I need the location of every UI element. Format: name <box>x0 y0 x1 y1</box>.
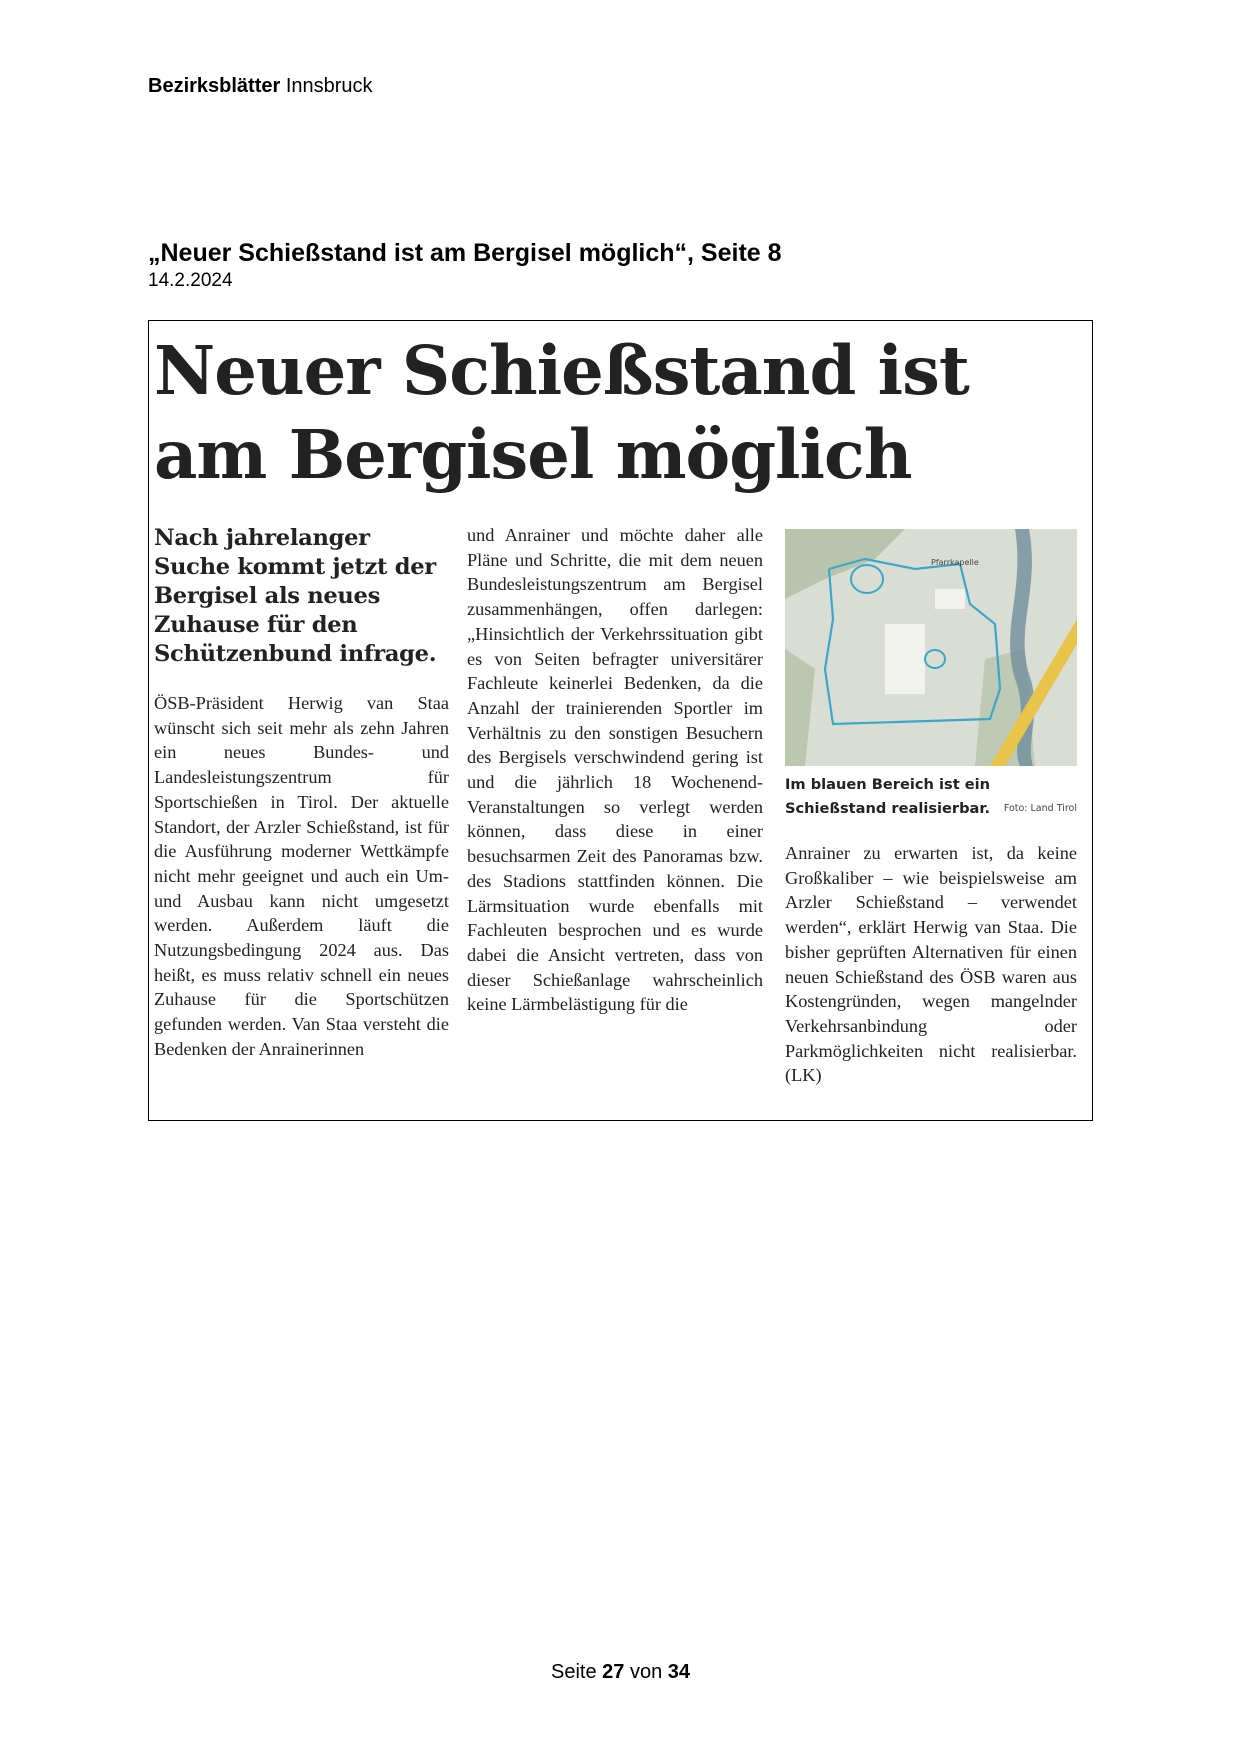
column-1-text: ÖSB-Präsident Herwig van Staa wünscht sich seit mehr als zehn Jahren ein neues Bundes- und Landesleistungszentrum für Sportschießen in Tirol. Der aktuelle Standort, der Arzler Schießstand, ist für die Ausführung moderner Wettkämpfe nicht mehr geeignet und auch ein Um- und Ausbau kann nicht umgesetzt werden. Außerdem läuft die Nutzungsbedingung 2024 aus. Das heißt, es muss relativ schnell ein neues Zuhause für die Sportschützen gefunden werden. Van Staa versteht die Bedenken der Anrainerinnen <box>154 693 449 1059</box>
site-map-image <box>785 529 1077 766</box>
article-column-3 <box>785 841 1077 1088</box>
map-field-2 <box>935 589 965 609</box>
clip-date: 14.2.2024 <box>148 270 233 291</box>
image-caption <box>785 773 1077 821</box>
photo-credit: Foto: Land Tirol <box>1003 803 1077 814</box>
footer-total-pages: 34 <box>667 1661 691 1683</box>
column-3-text: Anrainer zu erwarten ist, da keine Großkaliber – wie beispielsweise am Arzler Schießstand – verwendet werden“, erklärt Herwig van Staa. Die bisher geprüften Alternativen für einen neuen Schießstand des ÖSB waren aus Kostengründen, wegen mangelnder Verkehrsanbindung oder Parkmöglichkeiten nicht realisierbar. (LK) <box>785 843 1077 1086</box>
newspaper-clipping <box>148 320 1093 1121</box>
caption-text: Im blauen Bereich ist ein Schießstand realisierbar. <box>785 776 991 817</box>
clip-title: „Neuer Schießstand ist am Bergisel möglich“, Seite 8 <box>148 239 782 267</box>
column-2-text: und Anrainer und möchte daher alle Pläne und Schritte, die mit dem neuen Bundesleistungszentrum am Bergisel zusammenhängen, offen darlegen: „Hinsichtlich der Verkehrssituation gibt es von Seiten befragter universitärer Fachleute keinerlei Bedenken, da die Anzahl der trainierenden Sportler im Verhältnis zu den sonstigen Besuchern des Bergisels verschwindend gering ist und die jährlich 18 Wochenend-Veranstaltungen so verlegt werden können, dass diese in einer besuchsarmen Zeit des Panoramas bzw. des Stadions stattfinden können. Die Lärmsituation wurde ebenfalls mit Fachleuten besprochen und es wurde dabei die Ansicht vertreten, dass von dieser Schießanlage wahrscheinlich keine Lärmbelästigung für die <box>467 525 763 1015</box>
publication-name: Bezirksblätter <box>148 75 281 97</box>
headline-line-2: am Bergisel möglich <box>154 415 912 494</box>
footer-current-page: 27 <box>602 1661 625 1683</box>
publication-region: Innsbruck <box>285 75 373 97</box>
headline-line-1: Neuer Schießstand ist <box>154 331 969 410</box>
footer-prefix: Seite <box>550 1661 597 1683</box>
map-label: Pfarrkapelle <box>931 558 979 567</box>
footer-middle: von <box>629 1661 663 1683</box>
article-headline <box>154 329 1089 497</box>
map-field-1 <box>885 624 925 694</box>
masthead <box>148 74 373 98</box>
article-column-1 <box>154 524 449 1062</box>
article-lead: Nach jahrelanger Suche kommt jetzt der Bergisel als neues Zuhause für den Schützenbund infrage. <box>154 525 437 667</box>
article-column-2 <box>467 523 763 1017</box>
site-map-graphic <box>785 529 1077 766</box>
page-footer <box>0 1660 1241 1684</box>
